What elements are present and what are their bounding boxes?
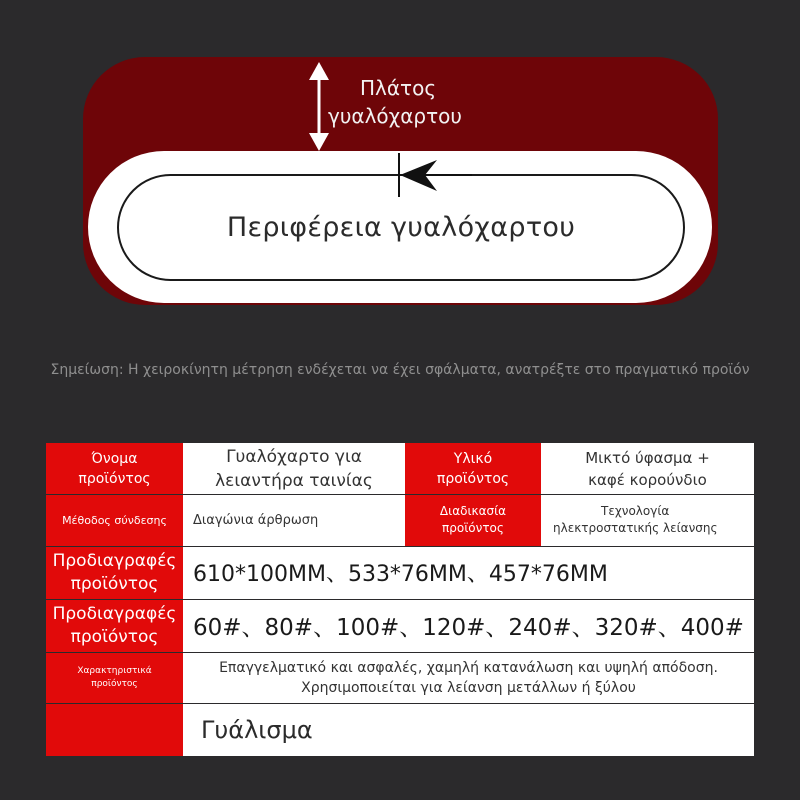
table-row-spec-grits bbox=[46, 599, 754, 652]
table-row-features bbox=[46, 652, 754, 703]
features-value-line2: Χρησιμοποιείται για λείανση μετάλλων ή ξύλου bbox=[301, 679, 636, 696]
table-divider bbox=[46, 703, 754, 704]
spec-sizes-value: 610*100MM、533*76MM、457*76MM bbox=[183, 546, 754, 599]
circumference-arrow-icon bbox=[399, 153, 472, 197]
features-value bbox=[183, 652, 754, 703]
width-double-arrow-icon bbox=[309, 62, 329, 151]
table-divider bbox=[46, 599, 754, 600]
product-material-value-line1: Μικτό ύφασμα + bbox=[585, 448, 710, 467]
product-process-value-line1: Τεχνολογία bbox=[601, 504, 670, 518]
connection-method-label: Μέθοδος σύνδεσης bbox=[46, 494, 183, 546]
product-material-label bbox=[405, 443, 541, 494]
product-name-label-line2: προϊόντος bbox=[78, 470, 151, 487]
product-material-label-line1: Υλικό bbox=[453, 450, 493, 467]
table-row-usage bbox=[46, 703, 754, 756]
table-row-name-material bbox=[46, 443, 754, 494]
features-value-line1: Επαγγελματικό και ασφαλές, χαμηλή κατανάλωση και υψηλή απόδοση. bbox=[219, 659, 718, 676]
circumference-label: Περιφέρεια γυαλόχαρτου bbox=[226, 212, 576, 243]
product-material-value bbox=[541, 443, 754, 494]
table-divider bbox=[46, 494, 754, 495]
width-label-line1: Πλάτος bbox=[360, 76, 437, 100]
product-name-value-line1: Γυαλόχαρτο για bbox=[226, 446, 362, 467]
table-divider bbox=[46, 652, 754, 653]
features-label bbox=[46, 652, 183, 703]
connection-method-value: Διαγώνια άρθρωση bbox=[183, 494, 405, 546]
usage-value: Γυάλισμα bbox=[183, 703, 754, 756]
measurement-note: Σημείωση: Η χειροκίνητη μέτρηση ενδέχεται να έχει σφάλματα, ανατρέξτε στο πραγματικό προϊόν bbox=[50, 362, 750, 378]
width-label-line2: γυαλόχαρτου bbox=[328, 104, 462, 128]
product-material-label-line2: προϊόντος bbox=[436, 470, 510, 487]
spec-grits-label-line1: Προδιαγραφές bbox=[52, 603, 177, 624]
spec-sizes-label bbox=[46, 546, 183, 599]
product-process-label bbox=[405, 494, 541, 546]
product-name-label-line1: Όνομα bbox=[91, 450, 138, 467]
table-divider bbox=[46, 546, 754, 547]
spec-grits-value: 60#、80#、100#、120#、240#、320#、400# bbox=[183, 599, 754, 652]
product-name-value-line2: λειαντήρα ταινίας bbox=[215, 470, 373, 491]
table-row-connection-process bbox=[46, 494, 754, 546]
product-process-value-line2: ηλεκτροστατικής λείανσης bbox=[553, 521, 718, 535]
product-process-label-line2: προϊόντος bbox=[442, 521, 504, 535]
features-label-line2: προϊόντος bbox=[91, 678, 138, 689]
spec-sizes-label-line1: Προδιαγραφές bbox=[52, 550, 177, 571]
product-name-label bbox=[46, 443, 183, 494]
spec-grits-label bbox=[46, 599, 183, 652]
usage-label bbox=[46, 703, 183, 756]
table-row-spec-sizes bbox=[46, 546, 754, 599]
product-material-value-line2: καφέ κορούνδιο bbox=[588, 470, 707, 489]
product-process-value bbox=[541, 494, 754, 546]
spec-sizes-label-line2: προϊόντος bbox=[70, 573, 159, 594]
width-label bbox=[328, 74, 488, 130]
spec-grits-label-line2: προϊόντος bbox=[70, 626, 159, 647]
product-process-label-line1: Διαδικασία bbox=[439, 504, 507, 518]
features-label-line1: Χαρακτηριστικά bbox=[77, 665, 152, 676]
spec-table bbox=[46, 443, 754, 756]
product-name-value bbox=[183, 443, 405, 494]
